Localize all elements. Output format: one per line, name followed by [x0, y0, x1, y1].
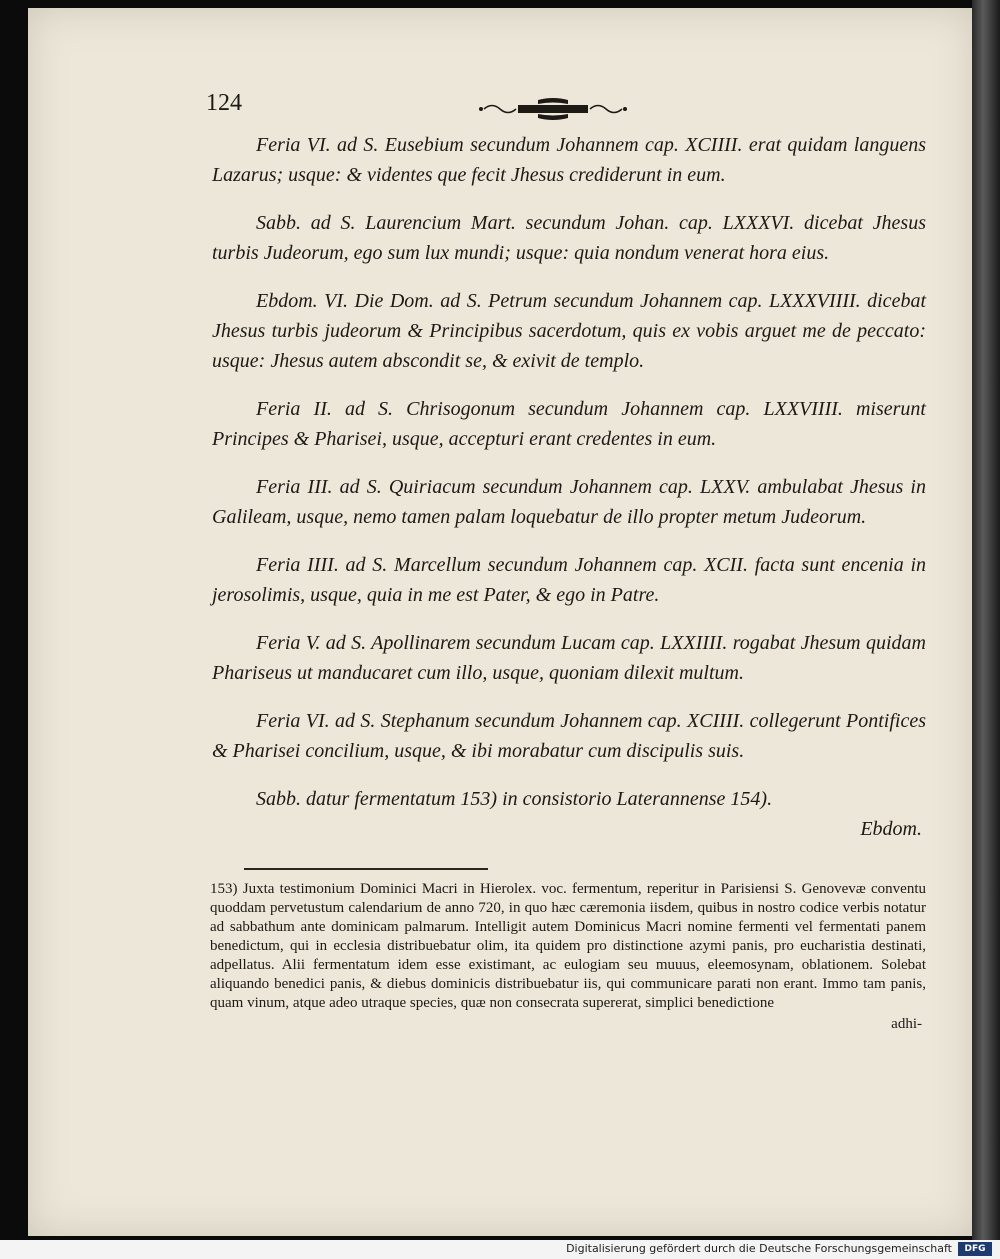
paragraph-6: Feria IIII. ad S. Marcellum secundum Johannem cap. XCII. facta sunt encenia in jerosolimis, usque, quia in me est Pater, & ego in Patre. — [212, 554, 926, 606]
page-number: 124 — [206, 90, 242, 116]
paragraph-1: Feria VI. ad S. Eusebium secundum Johannem cap. XCIIII. erat quidam languens Lazarus; usque: & videntes que fecit Jhesus crediderunt in eum. — [212, 134, 926, 186]
footnote-text: Juxta testimonium Dominici Macri in Hierolex. voc. fermentum, reperitur in Parisiensi S. Genovevæ conventu quoddam pervetustum calendarium de anno 720, in quo hæc cæremonia iisdem, quibus in nostro codice verbis notatur ad sabbathum ante dominicam palmarum. Intelligit autem Dominicus Macri nomine fermenti vel fermentati panem benedictum, qui in ecclesia distribuebatur olim, ita quidem pro distinctione azymi panis, pro eucharistia destinati, adpellatus. Alii fermentatum idem esse existimant, ac eulogiam seu muuus, eleemosynam, oblationem. Solebat aliquando benedici panis, & diebus dominicis distribuebatur iis, qui communicare parati non erant. Immo tam panis, quam vinum, atque adeo utraque species, quæ non consecrata supererat, simplici benedictione — [210, 881, 926, 1011]
credit-bar — [0, 1240, 1000, 1259]
credit-text: Digitalisierung gefördert durch die Deutsche Forschungsgemeinschaft — [566, 1242, 952, 1255]
paragraph-2: Sabb. ad S. Laurencium Mart. secundum Johan. cap. LXXXVI. dicebat Jhesus turbis Judeorum, ego sum lux mundi; usque: quia nondum venerat hora eius. — [212, 212, 926, 264]
footnote-catchword: adhi- — [891, 1016, 922, 1032]
catchword: Ebdom. — [860, 818, 922, 840]
paragraph-4: Feria II. ad S. Chrisogonum secundum Johannem cap. LXXVIIII. miserunt Principes & Pharisei, usque, accepturi erant credentes in eum. — [212, 398, 926, 450]
footnote-mark: 153) — [210, 881, 238, 897]
ornament-icon — [478, 98, 628, 120]
dfg-logo-icon: DFG — [958, 1242, 992, 1256]
paragraph-5: Feria III. ad S. Quiriacum secundum Johannem cap. LXXV. ambulabat Jhesus in Galileam, usque, nemo tamen palam loquebatur de illo propter metum Judeorum. — [212, 476, 926, 528]
paragraph-9: Sabb. datur fermentatum 153) in consistorio Laterannense 154). — [256, 788, 773, 810]
footnote — [210, 880, 926, 1034]
page-edge — [972, 0, 1000, 1240]
paragraph-8: Feria VI. ad S. Stephanum secundum Johannem cap. XCIIII. collegerunt Pontifices & Pharisei concilium, usque, & ibi morabatur cum discipulis suis. — [212, 710, 926, 762]
paragraph-3: Ebdom. VI. Die Dom. ad S. Petrum secundum Johannem cap. LXXXVIIII. dicebat Jhesus turbis judeorum & Principibus sacerdotum, quis ex vobis arguet me de peccato: usque: Jhesus autem abscondit se, & exivit de templo. — [212, 290, 926, 372]
main-text — [212, 130, 926, 844]
paragraph-7: Feria V. ad S. Apollinarem secundum Lucam cap. LXXIIII. rogabat Jhesum quidam Phariseus ut manducaret cum illo, usque, quoniam dilexit multum. — [212, 632, 926, 684]
page-header — [206, 88, 946, 128]
footnote-rule — [244, 868, 488, 870]
